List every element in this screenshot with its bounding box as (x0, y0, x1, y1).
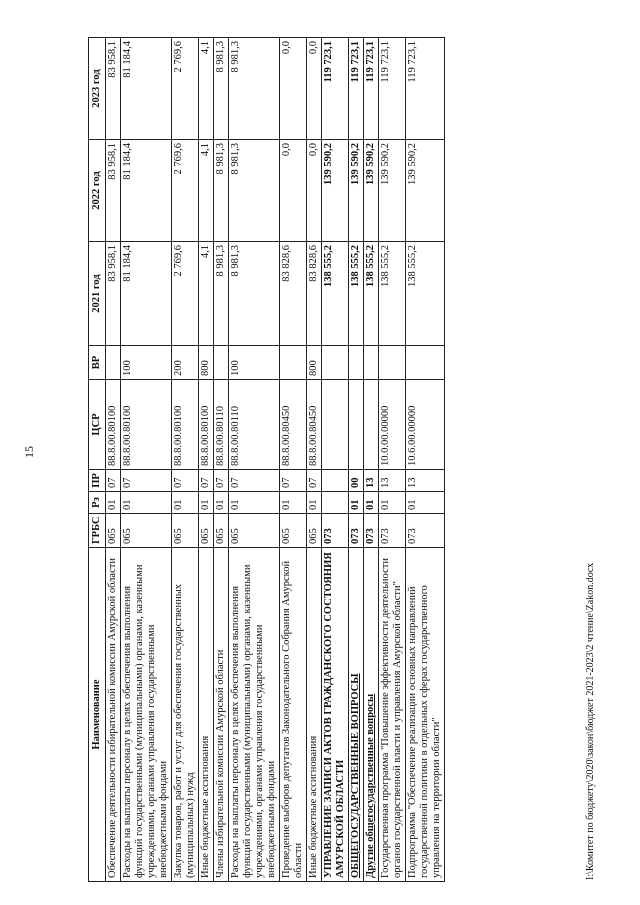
row-2021: 138 555,2 (406, 242, 445, 346)
row-2021: 138 555,2 (379, 242, 406, 346)
row-csr: 88.8.00.80450 (307, 380, 322, 470)
row-csr: 10.0.00.00000 (379, 380, 406, 470)
row-rz: 01 (121, 492, 172, 514)
header-2021: 2021 год (89, 242, 106, 346)
row-2023: 83 958,1 (106, 38, 121, 140)
row-vr (280, 346, 307, 380)
row-vr (349, 346, 364, 380)
row-name: Государственная программа "Повышение эффективности деятельности органов государственной власти и управления Амурской области" (379, 548, 406, 882)
row-name: Члены избирательной комиссии Амурской области (214, 548, 229, 882)
table-row (121, 38, 172, 882)
row-name: Обеспечение деятельности избирательной комиссии Амурской области (106, 548, 121, 882)
row-csr: 88.8.00.80110 (229, 380, 280, 470)
row-pr (322, 470, 349, 492)
row-csr: 88.8.00.80100 (106, 380, 121, 470)
row-rz (322, 492, 349, 514)
row-vr (214, 346, 229, 380)
header-csr: ЦСР (89, 380, 106, 470)
table-row (199, 38, 214, 882)
row-csr (349, 380, 364, 470)
row-rz: 01 (349, 492, 364, 514)
row-rz: 01 (307, 492, 322, 514)
row-2023: 119 723,1 (406, 38, 445, 140)
row-csr: 88.8.00.80100 (121, 380, 172, 470)
row-vr (379, 346, 406, 380)
row-name: ОБЩЕГОСУДАРСТВЕННЫЕ ВОПРОСЫ (349, 548, 364, 882)
row-grbs: 073 (379, 514, 406, 548)
row-pr: 13 (379, 470, 406, 492)
row-vr (364, 346, 379, 380)
row-name: Иные бюджетные ассигнования (307, 548, 322, 882)
row-name: Расходы на выплаты персоналу в целях обеспечения выполнения функций государственными (муниципальными) органами, казенными учреждениями, органами управления государственными внебюджетными фондами (121, 548, 172, 882)
row-rz: 01 (214, 492, 229, 514)
row-vr: 800 (307, 346, 322, 380)
row-pr: 07 (199, 470, 214, 492)
row-pr: 00 (349, 470, 364, 492)
row-2023: 0,0 (280, 38, 307, 140)
row-csr (322, 380, 349, 470)
row-vr (106, 346, 121, 380)
row-grbs: 065 (229, 514, 280, 548)
row-2023: 8 981,3 (229, 38, 280, 140)
table-header-row (89, 38, 106, 882)
row-grbs: 073 (406, 514, 445, 548)
row-2022: 0,0 (280, 140, 307, 242)
row-rz: 01 (379, 492, 406, 514)
row-grbs: 065 (121, 514, 172, 548)
row-2022: 0,0 (307, 140, 322, 242)
table-row (280, 38, 307, 882)
row-grbs: 073 (322, 514, 349, 548)
row-2022: 8 981,3 (229, 140, 280, 242)
row-2023: 119 723,1 (322, 38, 349, 140)
row-2022: 139 590,2 (322, 140, 349, 242)
row-rz: 01 (172, 492, 199, 514)
row-rz: 01 (106, 492, 121, 514)
table-row (172, 38, 199, 882)
row-2021: 83 958,1 (106, 242, 121, 346)
row-2021: 8 981,3 (214, 242, 229, 346)
row-name: Проведение выборов депутатов Законодательного Собрания Амурской области (280, 548, 307, 882)
row-vr (322, 346, 349, 380)
row-vr: 800 (199, 346, 214, 380)
row-2023: 2 769,6 (172, 38, 199, 140)
table-row (106, 38, 121, 882)
row-2021: 138 555,2 (364, 242, 379, 346)
row-vr: 200 (172, 346, 199, 380)
row-2021: 83 828,6 (307, 242, 322, 346)
row-vr: 100 (121, 346, 172, 380)
header-name: Наименование (89, 548, 106, 882)
row-2021: 138 555,2 (322, 242, 349, 346)
row-name: Расходы на выплаты персоналу в целях обеспечения выполнения функций государственными (муниципальными) органами, казенными учреждениями, органами управления государственными внебюджетными фондами (229, 548, 280, 882)
header-grbs: ГРБС (89, 514, 106, 548)
row-2022: 83 958,1 (106, 140, 121, 242)
row-2021: 2 769,6 (172, 242, 199, 346)
row-pr: 13 (364, 470, 379, 492)
row-2021: 138 555,2 (349, 242, 364, 346)
row-2021: 4,1 (199, 242, 214, 346)
row-grbs: 073 (364, 514, 379, 548)
row-2022: 81 184,4 (121, 140, 172, 242)
row-grbs: 073 (349, 514, 364, 548)
row-2022: 139 590,2 (364, 140, 379, 242)
row-vr: 100 (229, 346, 280, 380)
row-2023: 81 184,4 (121, 38, 172, 140)
header-2022: 2022 год (89, 140, 106, 242)
row-2022: 139 590,2 (406, 140, 445, 242)
row-grbs: 065 (172, 514, 199, 548)
row-rz: 01 (280, 492, 307, 514)
table-row (229, 38, 280, 882)
row-grbs: 065 (199, 514, 214, 548)
row-pr: 07 (229, 470, 280, 492)
table-row (349, 38, 364, 882)
row-2023: 119 723,1 (364, 38, 379, 140)
row-2023: 119 723,1 (349, 38, 364, 140)
header-vr: ВР (89, 346, 106, 380)
row-csr: 88.8.00.80450 (280, 380, 307, 470)
row-pr: 07 (121, 470, 172, 492)
row-2022: 139 590,2 (379, 140, 406, 242)
row-pr: 07 (214, 470, 229, 492)
row-grbs: 065 (214, 514, 229, 548)
row-vr (406, 346, 445, 380)
footer-file-path: I:\Комитет по бюджету\2020\закон\бюджет 2021-2023\2 чтение\Zakon.docx (585, 562, 596, 880)
row-csr (364, 380, 379, 470)
row-csr: 88.8.00.80100 (172, 380, 199, 470)
row-pr: 13 (406, 470, 445, 492)
row-name: Закупка товаров, работ и услуг для обеспечения государственных (муниципальных) нужд (172, 548, 199, 882)
row-name: Подпрограмма "Обеспечение реализации основных направлений государственной политики в отдельных сферах государственного управления на территории области" (406, 548, 445, 882)
row-name: Иные бюджетные ассигнования (199, 548, 214, 882)
row-2022: 2 769,6 (172, 140, 199, 242)
row-2022: 8 981,3 (214, 140, 229, 242)
row-pr: 07 (280, 470, 307, 492)
row-2022: 4,1 (199, 140, 214, 242)
header-rz: Рз (89, 492, 106, 514)
row-grbs: 065 (307, 514, 322, 548)
table-row (364, 38, 379, 882)
budget-table-container (88, 38, 572, 882)
budget-table (88, 37, 445, 882)
table-row (406, 38, 445, 882)
row-rz: 01 (406, 492, 445, 514)
row-pr: 07 (307, 470, 322, 492)
row-2023: 119 723,1 (379, 38, 406, 140)
row-rz: 01 (364, 492, 379, 514)
row-2021: 8 981,3 (229, 242, 280, 346)
row-csr: 88.8.00.80100 (199, 380, 214, 470)
header-2023: 2023 год (89, 38, 106, 140)
row-2021: 81 184,4 (121, 242, 172, 346)
row-rz: 01 (229, 492, 280, 514)
row-pr: 07 (172, 470, 199, 492)
table-row (379, 38, 406, 882)
row-2022: 139 590,2 (349, 140, 364, 242)
row-name: УПРАВЛЕНИЕ ЗАПИСИ АКТОВ ГРАЖДАНСКОГО СОСТОЯНИЯ АМУРСКОЙ ОБЛАСТИ (322, 548, 349, 882)
row-2023: 0,0 (307, 38, 322, 140)
table-row (214, 38, 229, 882)
page-number: 15 (22, 446, 36, 458)
row-2021: 83 828,6 (280, 242, 307, 346)
row-grbs: 065 (106, 514, 121, 548)
row-csr: 88.8.00.80110 (214, 380, 229, 470)
header-pr: ПР (89, 470, 106, 492)
table-row (322, 38, 349, 882)
row-2023: 4,1 (199, 38, 214, 140)
row-rz: 01 (199, 492, 214, 514)
table-row (307, 38, 322, 882)
row-pr: 07 (106, 470, 121, 492)
row-grbs: 065 (280, 514, 307, 548)
row-2023: 8 981,3 (214, 38, 229, 140)
row-name: Другие общегосударственные вопросы (364, 548, 379, 882)
row-csr: 10.6.00.00000 (406, 380, 445, 470)
